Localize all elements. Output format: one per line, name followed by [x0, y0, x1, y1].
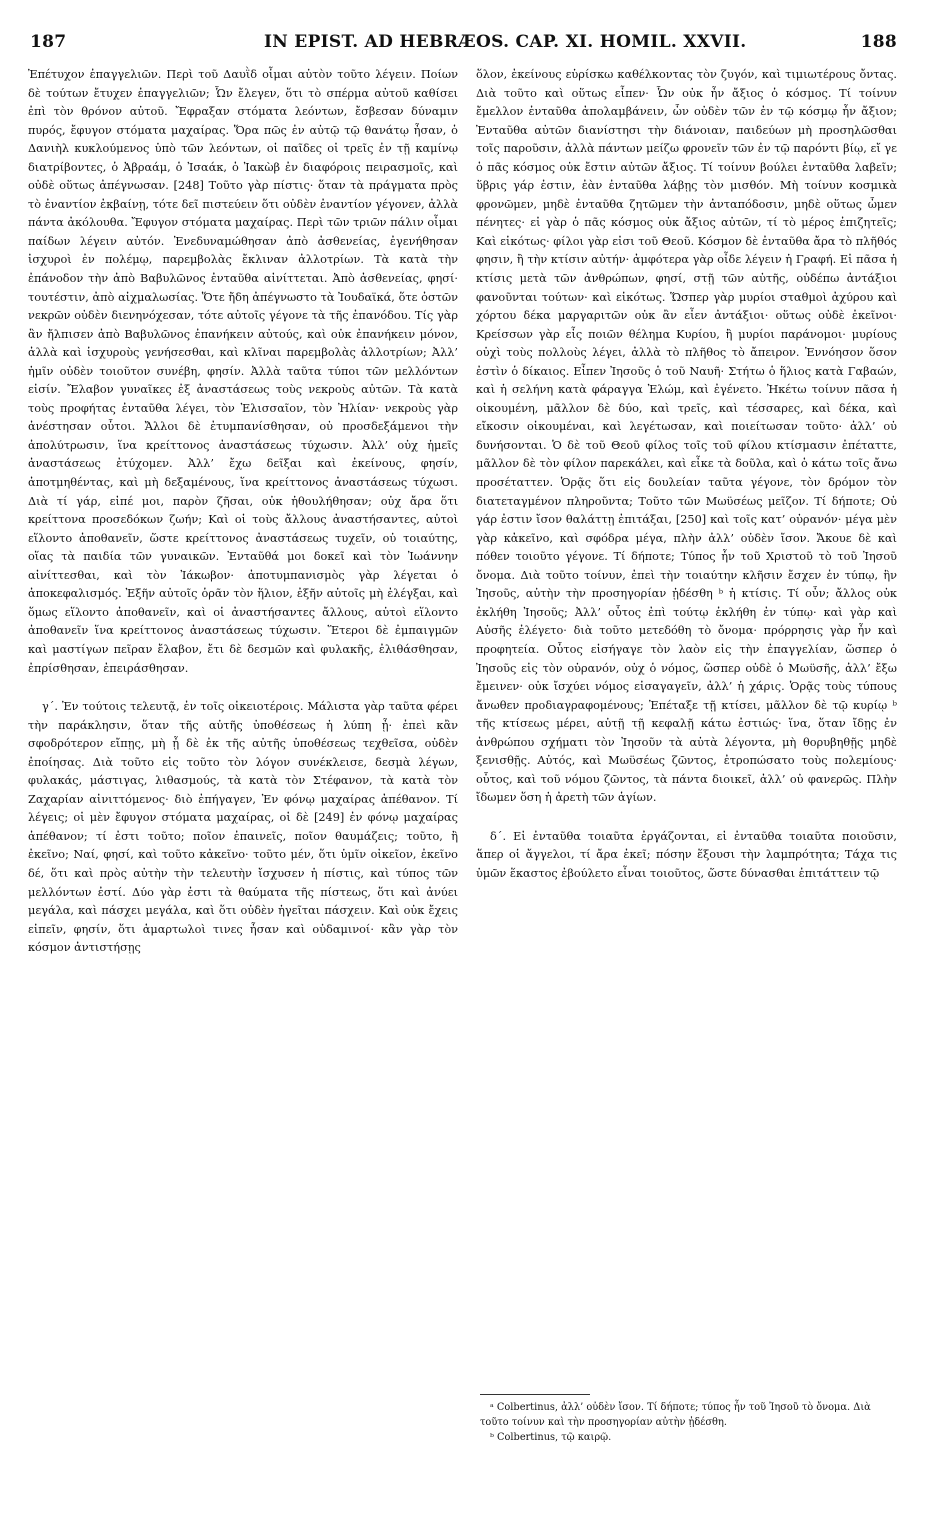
right-paragraph-2: δ΄. Εἰ ἐνταῦθα τοιαῦτα ἐργάζονται, εἰ ἐνταῦθα τοιαῦτα ποιοῦσιν, ἅπερ οἱ ἄγγελοι, τί ἄρα ἐκεῖ; πόσην ἕξουσι τὴν λαμπρότητα; Τάχα τις ὑμῶν ἕκαστος ἐβούλετο εἶναι τοιοῦτος, ὥστε δύνασθαι ἐπιτάττειν τῷ	[476, 829, 897, 880]
left-column	[28, 66, 458, 958]
footnote-b: ᵇ Colbertinus, τῷ καιρῷ.	[490, 1432, 612, 1443]
footnote-rule	[480, 1394, 590, 1395]
left-paragraph-1: Ἐπέτυχον ἐπαγγελιῶν. Περὶ τοῦ Δαυῒδ οἶμαι αὐτὸν τοῦτο λέγειν. Ποίων δὲ τούτων ἔτυχεν ἐπαγγελιῶν; Ὧν ἔλεγεν, ὅτι τὸ σπέρμα αὐτοῦ καθίσει ἐπὶ τὸν θρόνον αὐτοῦ. Ἔφραξαν στόματα λεόντων, ἔσβεσαν δύναμιν πυρός, ἔφυγον στόματα μαχαίρας. Ὅρα πῶς ἐν αὐτῷ τῷ θανάτῳ ἦσαν, ὁ Δανιὴλ κυκλούμενος ὑπὸ τῶν λεόντων, οἱ παῖδες οἱ τρεῖς ἐν τῇ καμίνῳ διατρίβοντες, ὁ Ἀβραάμ, ὁ Ἰσαάκ, ὁ Ἰακὼβ ἐν διαφόροις πειρασμοῖς, καὶ οὐδὲ οὕτως ἀπέγνωσαν. [248] Τοῦτο γὰρ πίστις· ὅταν τὰ πράγματα πρὸς τὸ ἐναντίον ἐκβαίνῃ, τότε δεῖ πιστεύειν ὅτι οὐδὲν ἐναντίον γέγονεν, ἀλλὰ πάντα ἀκόλουθα. Ἔφυγον στόματα μαχαίρας. Περὶ τῶν τριῶν πάλιν οἶμαι παίδων λέγειν αὐτόν. Ἐνεδυναμώθησαν ἀπὸ ἀσθενείας, ἐγενήθησαν ἰσχυροὶ ἐν πολέμῳ, παρεμβολὰς ἔκλιναν ἀλλοτρίων. Τὰ κατὰ τὴν ἐπάνοδον τὴν ἀπὸ Βαβυλῶνος ἐνταῦθα αἰνίττεται. Ἀπὸ ἀσθενείας, φησί· τουτέστιν, ἀπὸ αἰχμαλωσίας. Ὅτε ἤδη ἀπέγνωστο τὰ Ἰουδαϊκά, ὅτε ὀστῶν νεκρῶν οὐδὲν διενηνόχεσαν, τότε αὐτοῖς γέγονε τὰ τῆς ἐπανόδου. Τίς γὰρ ἂν ἤλπισεν ἀπὸ Βαβυλῶνος ἐπανήκειν αὐτούς, καὶ οὐκ ἐπανήκειν μόνον, ἀλλὰ καὶ ἰσχυροὺς γενήσεσθαι, καὶ κλῖναι παρεμβολὰς ἀλλοτρίων; Ἀλλ’ ἡμῖν οὐδὲν τοιοῦτον συνέβη, φησίν. Ἀλλὰ ταῦτα τύποι τῶν μελλόντων εἰσίν. Ἔλαβον γυναῖκες ἐξ ἀναστάσεως τοὺς νεκροὺς αὐτῶν. Τὰ κατὰ τοὺς προφήτας ἐνταῦθα λέγει, τὸν Ἐλισσαῖον, τὸν Ἠλίαν· νεκροὺς γὰρ ἀνέστησαν οὗτοι. Ἄλλοι δὲ ἐτυμπανίσθησαν, οὐ προσδεξάμενοι τὴν ἀπολύτρωσιν, ἵνα κρείττονος ἀναστάσεως τύχωσιν. Ἀλλ’ οὐχ ἡμεῖς ἀναστάσεως ἐτύχομεν. Ἀλλ’ ἔχω δεῖξαι καὶ ἐκείνους, φησίν, ἀποτμηθέντας, καὶ μὴ δεξαμένους, ἵνα κρείττονος ἀναστάσεως τύχωσι. Διὰ τί γάρ, εἰπέ μοι, παρὸν ζῆσαι, οὐκ ἠθουλήθησαν; οὐχ ἄρα ὅτι κρείττονα προσεδόκων ζωήν; Καὶ οἱ τοὺς ἄλλους ἀναστήσαντες, αὐτοὶ εἵλοντο ἀποθανεῖν, ὥστε κρείττονος ἀναστάσεως τυχεῖν, οὐ τοιαύτης, οἵας τὰ παιδία τῶν γυναικῶν. Ἐνταῦθά μοι δοκεῖ καὶ τὸν Ἰωάννην αἰνίττεσθαι, καὶ τὸν Ἰάκωβον· ἀποτυμπανισμὸς γὰρ λέγεται ὁ ἀποκεφαλισμός. Ἐξῆν αὐτοῖς ὁρᾶν τὸν ἥλιον, ἐξῆν αὐτοῖς μὴ ἐλέγξαι, καὶ ὅμως εἵλοντο ἀποθανεῖν, καὶ οἱ ἀναστήσαντες ἄλλους, αὐτοὶ εἵλοντο ἀποθανεῖν ἵνα κρείττονος ἀναστάσεως τύχωσιν. Ἕτεροι δὲ ἐμπαιγμῶν καὶ μαστίγων πεῖραν ἔλαβον, ἔτι δὲ δεσμῶν καὶ φυλακῆς, ἐλιθάσθησαν, ἐπρίσθησαν, ἐπειράσθησαν.	[28, 68, 458, 675]
running-header	[30, 32, 897, 56]
right-column	[476, 66, 897, 884]
left-paragraph-2: γ΄. Ἐν τούτοις τελευτᾷ, ἐν τοῖς οἰκειοτέροις. Μάλιστα γὰρ ταῦτα φέρει τὴν παράκλησιν, ὅταν τῆς αὐτῆς ὑποθέσεως ἡ λύπη ᾖ· ἐπεὶ κἂν σφοδρότερον εἴπῃς, μὴ ᾖ δὲ ἐκ τῆς αὐτῆς ὑποθέσεως τεχθεῖσα, οὐδὲν ἐποίησας. Διὰ τοῦτο εἰς τοῦτο τὸν λόγον συνέκλεισε, δεσμὰ λέγων, φυλακάς, μάστιγας, λιθασμούς, τὰ κατὰ τὸν Στέφανον, τὰ κατὰ τὸν Ζαχαρίαν αἰνιττόμενος· διὸ ἐπήγαγεν, Ἐν φόνῳ μαχαίρας ἀπέθανον. Τί λέγεις; οἱ μὲν ἔφυγον στόματα μαχαίρας, οἱ δὲ [249] ἐν φόνῳ μαχαίρας ἀπέθανον; τί ἐστι τοῦτο; ποῖον ἐπαινεῖς, ποῖον θαυμάζεις; τοῦτο, ἢ ἐκεῖνο; Ναί, φησί, καὶ τοῦτο κἀκεῖνο· τοῦτο μέν, ὅτι ὑμῖν οἰκεῖον, ἐκεῖνο δέ, ὅτι καὶ πρὸς αὐτὴν τὴν τελευτὴν ἴσχυσεν ἡ πίστις, καὶ τύπος τῶν μελλόντων ἐστί. Δύο γὰρ ἐστι τὰ θαύματα τῆς πίστεως, ὅτι καὶ ἀνύει μεγάλα, καὶ πάσχει μεγάλα, καὶ ὅτι οὐδὲν ἡγεῖται πάσχειν. Καὶ οὐκ ἔχεις εἰπεῖν, φησίν, ὅτι ἁμαρτωλοὶ τινες ἦσαν καὶ οὐδαμινοί· κἂν γὰρ τὸν κόσμον ἀντιστήσῃς	[28, 700, 458, 955]
footnote-a: ᵃ Colbertinus, ἀλλ’ οὐδὲν ἴσον. Τί δήποτε; τύπος ἦν τοῦ Ἰησοῦ τὸ ὄνομα. Διὰ τοῦτο τοίνυν καὶ τὴν προσηγορίαν αὐτὴν ᾐδέσθη.	[480, 1402, 871, 1428]
page-number-left: 187	[30, 32, 67, 52]
running-title: IN EPIST. AD HEBRÆOS. CAP. XI. HOMIL. XXVII.	[264, 32, 747, 52]
page-number-right: 188	[860, 32, 897, 52]
right-paragraph-1: ὅλον, ἐκείνους εὑρίσκω καθέλκοντας τὸν ζυγόν, καὶ τιμιωτέρους ὄντας. Διὰ τοῦτο καὶ οὕτως εἶπεν· Ὧν οὐκ ἦν ἄξιος ὁ κόσμος. Τί τοίνυν ἔμελλον ἐνταῦθα ἀπολαμβάνειν, ὧν οὐδὲν τῶν ἐν τῷ κόσμῳ ἦν ἄξιον; Ἐνταῦθα αὐτῶν διανίστησι τὴν διάνοιαν, παιδεύων μὴ προσηλῶσθαι τοῖς παροῦσιν, ἀλλὰ πάντων μείζω φρονεῖν τῶν ἐν τῷ παρόντι βίῳ, εἴ γε ὁ πᾶς κόσμος οὐκ ἔστιν αὐτῶν ἄξιος. Τί τοίνυν βούλει ἐνταῦθα λαβεῖν; ὕβρις γάρ ἐστιν, ἐὰν ἐνταῦθα λάβῃς τὸν μισθόν. Μὴ τοίνυν κοσμικὰ φρονῶμεν, μηδὲ ἐνταῦθα ζητῶμεν τὴν ἀνταπόδοσιν, μηδὲ οὕτως ὦμεν πένητες· εἰ γὰρ ὁ πᾶς κόσμος οὐκ ἄξιος αὐτῶν, τί τὸ μέρος ἐπιζητεῖς; Καὶ εἰκότως· φίλοι γὰρ εἰσι τοῦ Θεοῦ. Κόσμον δὲ ἐνταῦθα ἄρα τὸ πλῆθός φησιν, ἢ τὴν κτίσιν αὐτήν· ἀμφότερα γὰρ οἶδε λέγειν ἡ Γραφή. Εἰ πᾶσα ἡ κτίσις μετὰ τῶν ἀνθρώπων, φησί, στῇ τῶν αὐτῆς, οὐδέπω ἀντάξιοι φανοῦνται τούτων· καὶ εἰκότως. Ὥσπερ γὰρ μυρίοι σταθμοὶ ἀχύρου καὶ χόρτου δέκα μαργαριτῶν οὐκ ἂν εἶεν ἀντάξιοι· οὕτως οὐδὲ ἐκεῖνοι· Κρείσσων γὰρ εἷς ποιῶν θέλημα Κυρίου, ἢ μυρίοι παράνομοι· μυρίους οὐχὶ τοὺς πολλοὺς λέγει, ἀλλὰ τὸ πλῆθος τὸ ἄπειρον. Ἐννόησον ὅσον ἐστὶν ὁ δίκαιος. Εἶπεν Ἰησοῦς ὁ τοῦ Ναυῆ· Στήτω ὁ ἥλιος κατὰ Γαβαών, καὶ ἡ σελήνη κατὰ φάραγγα Ἐλώμ, καὶ ἐγένετο. Ἠκέτω τοίνυν πᾶσα ἡ οἰκουμένη, μᾶλλον δὲ δύο, καὶ τρεῖς, καὶ τέσσαρες, καὶ δέκα, καὶ εἴκοσιν οἰκουμέναι, καὶ λεγέτωσαν, καὶ ποιείτωσαν τοῦτο· ἀλλ’ οὐ δυνήσονται. Ὁ δὲ τοῦ Θεοῦ φίλος τοῖς τοῦ φίλου κτίσμασιν ἐπέταττε, μᾶλλον δὲ τὸν φίλον παρεκάλει, καὶ εἶκε τὰ δοῦλα, καὶ ὁ κάτω τοῖς ἄνω προσέταττεν. Ὁρᾷς ὅτι εἰς δουλείαν ταῦτα γέγονε, τὸν δρόμον τὸν διατεταγμένον πληροῦντα; Τοῦτο τῶν Μωϋσέως μεῖζον. Τί δήποτε; Οὐ γάρ ἐστιν ἴσον θαλάττῃ ἐπιτάξαι, [250] καὶ τοῖς κατ’ οὐρανόν· μέγα μὲν γὰρ κἀκεῖνο, καὶ σφόδρα μέγα, πλὴν ἀλλ’ οὐδὲν ἴσον. Ἄκουε δὲ καὶ πόθεν τοιοῦτο γέγονε. Τί δήποτε; Τύπος ἦν τοῦ Χριστοῦ τὸ τοῦ Ἰησοῦ ὄνομα. Διὰ τοῦτο τοίνυν, ἐπεὶ τὴν τοιαύτην κλῆσιν ἔσχεν ἐν τύπῳ, ἣν Ἰησοῦς, αὐτὴν τὴν προσηγορίαν ᾐδέσθη ᵇ ἡ κτίσις. Τί οὖν; ἄλλος οὐκ ἐκλήθη Ἰησοῦς; Ἀλλ’ οὗτος ἐπὶ τούτῳ ἐκλήθη ἐν τύπῳ· καὶ γὰρ καὶ Αὐσῆς ἐλέγετο· διὰ τοῦτο μετεδόθη τὸ ὄνομα· πρόρρησις γὰρ ἦν καὶ προφητεία. Οὗτος εἰσήγαγε τὸν λαὸν εἰς τὴν ἐπαγγελίαν, ὥσπερ ὁ Ἰησοῦς εἰς τὸν οὐρανόν, οὐχ ὁ νόμος, ὥσπερ οὐδὲ ὁ Μωϋσῆς, ἀλλ’ ἔξω ἔμεινεν· οὐκ ἴσχύει νόμος εἰσαγαγεῖν, ἀλλ’ ἡ χάρις. Ὁρᾷς τοὺς τύπους ἄνωθεν προδιαγραφομένους; Ἐπέταξε τῇ κτίσει, μᾶλλον δὲ τῷ κυρίῳ ᵇ τῆς κτίσεως μέρει, αὐτῇ τῇ κεφαλῇ κάτω ἐστιώς· ἵνα, ὅταν ἴδῃς ἐν ἀνθρώπου σχήματι τὸν Ἰησοῦν τὰ αὐτὰ λέγοντα, μὴ θορυβηθῇς μηδὲ ξενισθῇς. Αὐτός, καὶ Μωϋσέως ζῶντος, ἐτροπώσατο τοὺς πολεμίους· οὗτος, καὶ τοῦ νόμου ζῶντος, τὰ πάντα διοικεῖ, ἀλλ’ οὐ φανερῶς. Πλὴν ἴδωμεν ὅση ἡ ἀρετὴ τῶν ἁγίων.	[476, 68, 897, 805]
footnotes	[480, 1400, 897, 1445]
